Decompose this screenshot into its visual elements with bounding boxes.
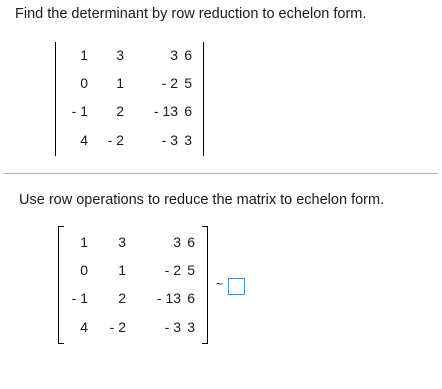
determinant-matrix <box>55 42 204 156</box>
matrix-cell-r4-c4: 3 <box>187 319 195 335</box>
det-cell-r1-c3: 3 <box>170 47 178 63</box>
matrix-cell-r2-c2: 1 <box>118 262 126 278</box>
matrix-cell-r3-c3: - 13 <box>156 290 181 306</box>
question-prompt: Find the determinant by row reduction to echelon form. <box>15 6 367 22</box>
matrix-right-bracket <box>202 226 208 344</box>
matrix-cell-r2-c1: 0 <box>80 262 88 278</box>
matrix-cell-r3-c2: 2 <box>118 290 126 306</box>
matrix-cell-r1-c1: 1 <box>80 234 88 250</box>
matrix-cell-r4-c3: - 3 <box>164 319 181 335</box>
det-cell-r4-c1: 4 <box>80 132 88 148</box>
instruction-text: Use row operations to reduce the matrix to echelon form. <box>19 192 385 208</box>
det-cell-r1-c4: 6 <box>184 47 192 63</box>
answer-input-box[interactable] <box>228 278 245 295</box>
det-cell-r4-c3: - 3 <box>161 132 178 148</box>
det-cell-r3-c4: 6 <box>184 103 192 119</box>
det-cell-r2-c4: 5 <box>184 75 192 91</box>
det-cell-r2-c2: 1 <box>116 75 124 91</box>
det-cell-r3-c3: - 13 <box>153 103 178 119</box>
det-cell-r3-c2: 2 <box>116 103 124 119</box>
row-equivalence-symbol: ~ <box>216 277 224 291</box>
det-cell-r1-c1: 1 <box>80 47 88 63</box>
matrix-cell-r4-c2: - 2 <box>109 319 126 335</box>
section-divider <box>4 173 438 174</box>
det-cell-r1-c2: 3 <box>116 47 124 63</box>
matrix-to-reduce <box>58 226 208 344</box>
det-cell-r4-c2: - 2 <box>107 132 124 148</box>
matrix-cell-r3-c1: - 1 <box>71 290 88 306</box>
matrix-cell-r2-c3: - 2 <box>164 262 181 278</box>
matrix-cell-r1-c3: 3 <box>173 234 181 250</box>
det-cell-r4-c4: 3 <box>184 132 192 148</box>
matrix-cell-r1-c4: 6 <box>187 234 195 250</box>
det-cell-r2-c3: - 2 <box>161 75 178 91</box>
matrix-cell-r3-c4: 6 <box>187 290 195 306</box>
det-cell-r3-c1: - 1 <box>71 103 88 119</box>
matrix-cell-r4-c1: 4 <box>80 319 88 335</box>
det-cell-r2-c1: 0 <box>80 75 88 91</box>
matrix-cell-r1-c2: 3 <box>118 234 126 250</box>
matrix-cell-r2-c4: 5 <box>187 262 195 278</box>
